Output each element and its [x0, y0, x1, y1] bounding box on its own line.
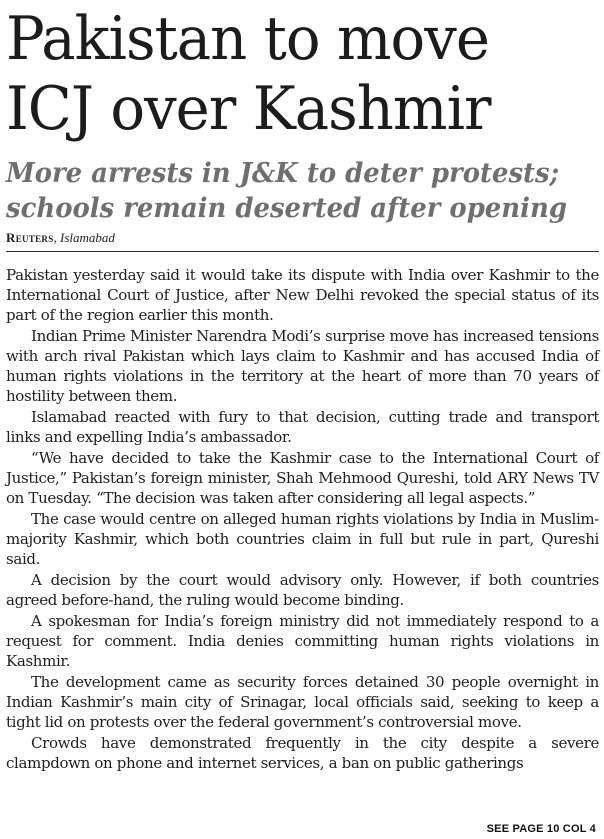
article-paragraph: A decision by the court would advisory only. However, if both countries agreed before-hand, the ruling would become binding.: [6, 571, 599, 609]
article-paragraph: Pakistan yesterday said it would take its dispute with India over Kashmir to the International Court of Justice, after New Delhi revoked the special status of its part of the region earlier this month.: [6, 266, 599, 324]
article-paragraph: “We have decided to take the Kashmir case to the International Court of Justice,” Pakistan’s foreign minister, Shah Mehmood Qureshi, told ARY News TV on Tuesday. “The decision was taken after considering all legal aspects.”: [6, 449, 599, 507]
headline-line-2: ICJ over Kashmir: [6, 74, 491, 144]
article-paragraph: Islamabad reacted with fury to that decision, cutting trade and transport links and expelling India’s ambassador.: [6, 408, 599, 446]
byline-agency: Reuters: [6, 230, 54, 245]
subheadline-line-2: schools remain deserted after opening: [6, 193, 567, 224]
article-body: [6, 265, 599, 773]
continued-on-page-note: SEE PAGE 10 COL 4: [486, 823, 596, 835]
article-paragraph: The development came as security forces detained 30 people overnight in Indian Kashmir’s main city of Srinagar, local officials said, seeking to keep a tight lid on protests over the federal government’s controversial move.: [6, 673, 599, 731]
article-paragraph: Crowds have demonstrated frequently in the city despite a severe clampdown on phone and internet services, a ban on public gatherings: [6, 734, 599, 772]
headline: [6, 0, 575, 144]
article-paragraph: Indian Prime Minister Narendra Modi’s surprise move has increased tensions with arch rival Pakistan which lays claim to Kashmir and has accused India of human rights violations in the territory at the heart of more than 70 years of hostility between them.: [6, 327, 599, 405]
byline-location: Islamabad: [60, 230, 115, 245]
article-paragraph: The case would centre on alleged human rights violations by India in Muslim-majority Kashmir, which both countries claim in full but rule in part, Qureshi said.: [6, 510, 599, 568]
article-paragraph: A spokesman for India’s foreign ministry did not immediately respond to a request for comment. India denies committing human rights violations in Kashmir.: [6, 612, 599, 670]
subheadline-line-1: More arrests in J&K to deter protests;: [6, 158, 560, 189]
subheadline: [6, 156, 575, 226]
headline-line-1: Pakistan to move: [6, 4, 489, 74]
byline: [6, 229, 599, 252]
byline-separator: ,: [53, 230, 57, 245]
